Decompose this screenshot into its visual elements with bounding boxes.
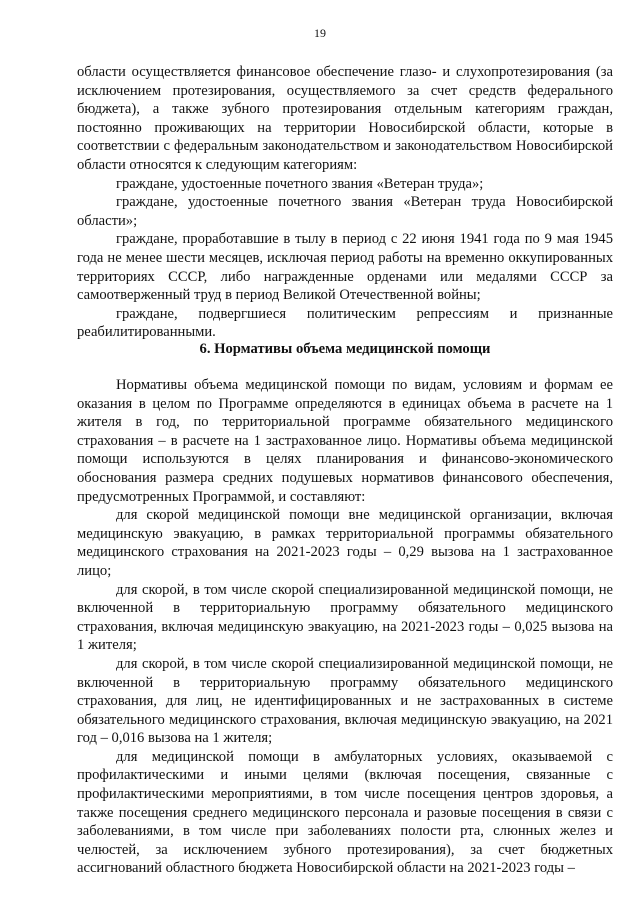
list-item: граждане, подвергшиеся политическим репрессиям и признанные реабилитированными.	[77, 305, 613, 341]
paragraph: области осуществляется финансовое обеспечение глазо- и слухопротезирования (за исключением протезирования, осуществляемого за счет средств федерального бюджета), а также зубного протезирования отдельным категориям граждан, постоянно проживающих на территории Новосибирской области, которые в соответствии с федеральным законодательством и законодательством Новосибирской области относятся к следующим категориям:	[77, 64, 613, 173]
list-item: для скорой, в том числе скорой специализированной медицинской помощи, не включенной в территориальную программу обязательного медицинского страхования, включая медицинскую эвакуацию, на 2021-2023 годы – 0,025 вызова на 1 жителя;	[77, 581, 613, 654]
list-item: для скорой, в том числе скорой специализированной медицинской помощи, не включенной в территориальную программу обязательного медицинского страхования, для лиц, не идентифицированных и не застрахованных в системе обязательного медицинского страхования, включая медицинскую эвакуацию, на 2021 год – 0,016 вызова на 1 жителя;	[77, 655, 613, 747]
page-number: 19	[314, 26, 326, 40]
section-heading: 6. Нормативы объема медицинской помощи	[199, 341, 491, 357]
list-item: граждане, проработавшие в тылу в период с 22 июня 1941 года по 9 мая 1945 года не менее шести месяцев, исключая период работы на временно оккупированных территориях СССР, либо награжденные орденами или медалями СССР за самоотверженный труд в период Великой Отечественной войны;	[77, 231, 613, 304]
text-block-after-heading	[77, 376, 613, 878]
list-item: граждане, удостоенные почетного звания «Ветеран труда Новосибирской области»;	[77, 194, 613, 229]
text-block-before-heading	[77, 63, 613, 342]
paragraph: Нормативы объема медицинской помощи по видам, условиям и формам ее оказания в целом по Программе определяются в единицах объема в расчете на 1 жителя в год, по территориальной программе обязательного медицинского страхования – в расчете на 1 застрахованное лицо. Нормативы объема медицинской помощи используются в целях планирования и финансово-экономического обоснования размера средних подушевых нормативов финансового обеспечения, предусмотренных Программой, и составляют:	[77, 377, 613, 505]
list-item: для медицинской помощи в амбулаторных условиях, оказываемой с профилактическими и иными целями (включая посещения, связанные с профилактическими мероприятиями, в том числе посещения центров здоровья, а также посещения среднего медицинского персонала и разовые посещения в связи с заболеваниями, в том числе при заболеваниях полости рта, слюнных желез и челюстей, за исключением зубного протезирования), за счет бюджетных ассигнований областного бюджета Новосибирской области на 2021-2023 годы –	[77, 748, 613, 877]
list-item: граждане, удостоенные почетного звания «Ветеран труда»;	[116, 175, 484, 192]
list-item: для скорой медицинской помощи вне медицинской организации, включая медицинскую эвакуацию, в рамках территориальной программы обязательного медицинского страхования на 2021-2023 годы – 0,29 вызова на 1 застрахованное лицо;	[77, 507, 613, 579]
